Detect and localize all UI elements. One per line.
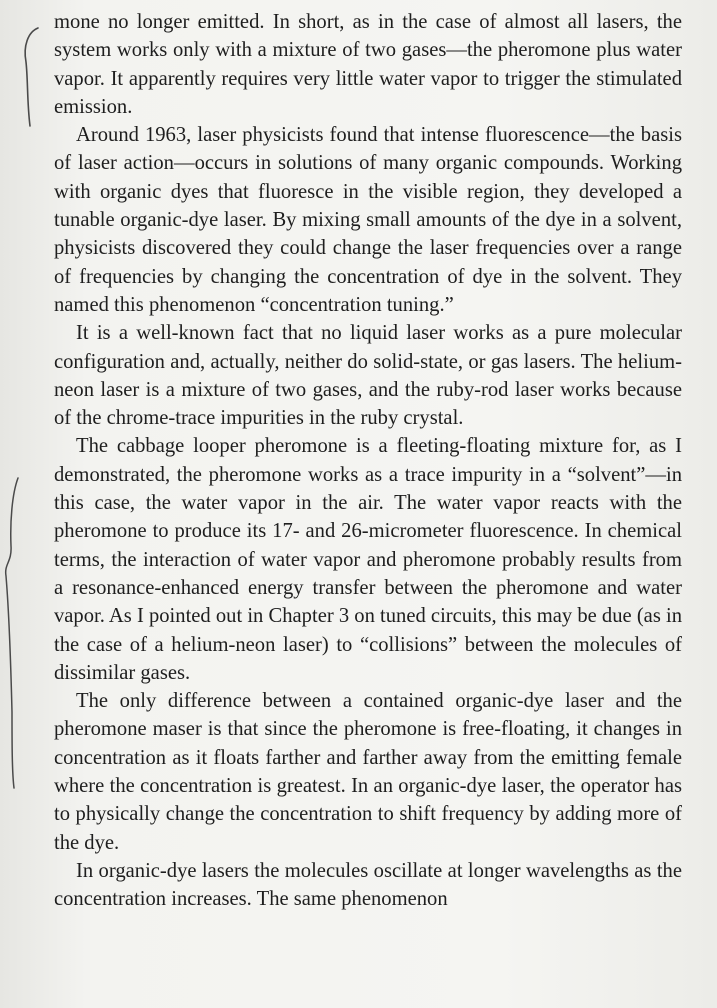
- pencil-bracket-mark-upper: [14, 22, 44, 132]
- paragraph: The cabbage looper pheromone is a fleeting-floating mixture for, as I demonstrated, the pheromone works as a trace impurity in a “solvent”—in this case, the water vapor in the air. The water vapor reacts with the pheromone to produce its 17- and 26-micrometer fluorescence. In chemical terms, the interaction of water vapor and pheromone probably results from a resonance-enhanced energy transfer between the pheromone and water vapor. As I pointed out in Chapter 3 on tuned circuits, this may be due (as in the case of a helium-neon laser) to “collisions” between the molecules of dissimilar gases.: [54, 435, 682, 684]
- paragraph: In organic-dye lasers the molecules oscillate at longer wavelengths as the concentration increases. The same phenomenon: [54, 859, 682, 911]
- pencil-bracket-mark-lower: [0, 472, 26, 794]
- paragraph: It is a well-known fact that no liquid laser works as a pure molecular configuration and, actually, neither do solid-state, or gas lasers. The helium-neon laser is a mixture of two gases, and the ruby-rod laser works because of the chrome-trace impurities in the ruby crystal.: [54, 322, 682, 430]
- paragraph-continued: mone no longer emitted. In short, as in the case of almost all lasers, the system works only with a mixture of two gases—the pheromone plus water vapor. It apparently requires very little water vapor to trigger the stimulated emission.: [54, 11, 682, 118]
- paragraph: Around 1963, laser physicists found that intense fluorescence—the basis of laser action—occurs in solutions of many organic compounds. Working with organic dyes that fluoresce in the visible region, they developed a tunable organic-dye laser. By mixing small amounts of the dye in a solvent, physicists discovered they could change the laser frequencies over a range of frequencies by changing the concentration of dye in the solvent. They named this phenomenon “concentration tuning.”: [54, 124, 682, 316]
- body-text: [54, 8, 682, 914]
- paragraph: The only difference between a contained organic-dye laser and the pheromone maser is that since the pheromone is free-floating, it changes in concentration as it floats farther and farther away from the emitting female where the concentration is greatest. In an organic-dye laser, the operator has to physically change the concentration to shift frequency by adding more of the dye.: [54, 690, 682, 854]
